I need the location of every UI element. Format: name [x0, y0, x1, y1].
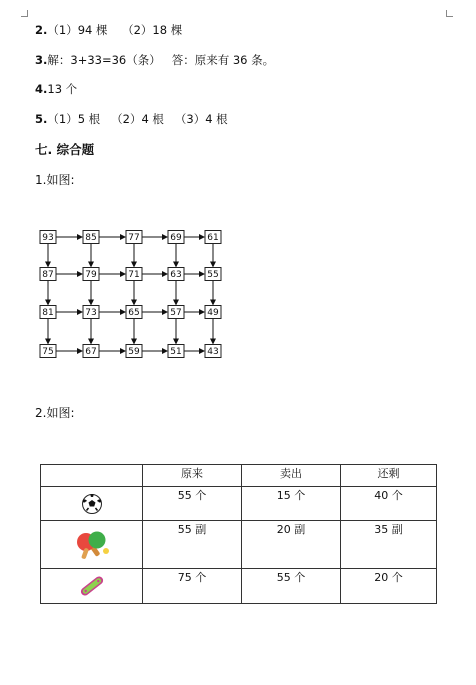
item-cell: [41, 569, 143, 604]
grid-cell-number: 93: [42, 233, 54, 244]
grid-cell: [168, 268, 184, 281]
grid-cell-number: 71: [128, 270, 140, 281]
table-row: [41, 521, 437, 569]
grid-cell: [40, 231, 56, 244]
item-cell: [41, 487, 143, 521]
answer-text: （1）94 棵 （2）18 棵: [47, 23, 183, 37]
grid-cell-number: 69: [170, 233, 182, 244]
inventory-table: [40, 464, 437, 604]
section-title: 七. 综合题: [35, 142, 95, 157]
grid-cell: [205, 231, 221, 244]
grid-cell: [83, 231, 99, 244]
answer-number: 3.: [35, 53, 48, 67]
grid-cell: [168, 345, 184, 358]
sold-count: 20 副: [242, 521, 341, 569]
answer-number: 5.: [35, 112, 48, 126]
grid-cell-number: 73: [85, 308, 97, 319]
grid-cell-number: 49: [207, 308, 219, 319]
answer-text: （1）5 根 （2）4 根 （3）4 根: [47, 112, 228, 126]
grid-cell: [205, 268, 221, 281]
left-count: 35 副: [341, 521, 437, 569]
grid-cell-number: 55: [207, 270, 219, 281]
table-header-cell: [41, 465, 143, 487]
answer-number: 4.: [35, 82, 48, 96]
grid-cell: [83, 345, 99, 358]
grid-cell-number: 59: [128, 347, 140, 358]
left-count: 40 个: [341, 487, 437, 521]
ping-pong-paddle-icon: [73, 530, 111, 560]
original-count: 75 个: [143, 569, 242, 604]
table-header-cell: 还剩: [341, 465, 437, 487]
grid-cell: [40, 306, 56, 319]
grid-cell: [40, 345, 56, 358]
grid-cell: [168, 231, 184, 244]
answer-text: 解：3+33=36（条） 答：原来有 36 条。: [47, 53, 275, 67]
grid-cell-number: 43: [207, 347, 219, 358]
grid-cell: [126, 231, 142, 244]
table-header-cell: 卖出: [242, 465, 341, 487]
grid-cell-number: 77: [128, 233, 140, 244]
original-count: 55 副: [143, 521, 242, 569]
grid-cell-number: 67: [85, 347, 97, 358]
grid-cell: [40, 268, 56, 281]
grid-cell-number: 63: [170, 270, 182, 281]
grid-cell: [205, 306, 221, 319]
table-header-cell: 原来: [143, 465, 242, 487]
grid-cell-number: 51: [170, 347, 182, 358]
grid-cell-number: 87: [42, 270, 54, 281]
grid-cell-number: 61: [207, 233, 219, 244]
question-2-label: 2.如图:: [35, 406, 75, 420]
question-1-label: 1.如图:: [35, 173, 75, 187]
grid-cell-number: 65: [128, 308, 140, 319]
grid-cell: [126, 268, 142, 281]
answer-number: 2.: [35, 23, 48, 37]
original-count: 55 个: [143, 487, 242, 521]
item-cell: [41, 521, 143, 569]
answer-text: 13 个: [47, 82, 78, 96]
grid-cell: [168, 306, 184, 319]
grid-cell: [83, 268, 99, 281]
grid-cell-number: 79: [85, 270, 97, 281]
left-count: 20 个: [341, 569, 437, 604]
sold-count: 55 个: [242, 569, 341, 604]
grid-cell: [205, 345, 221, 358]
table-row: [41, 487, 437, 521]
grid-cell: [83, 306, 99, 319]
sold-count: 15 个: [242, 487, 341, 521]
grid-cell-number: 57: [170, 308, 182, 319]
grid-cell-number: 85: [85, 233, 97, 244]
soccer-ball-icon: [81, 493, 103, 515]
grid-cell-number: 75: [42, 347, 54, 358]
table-header-row: [41, 465, 437, 487]
grid-cell-number: 81: [42, 308, 54, 319]
grid-cell: [126, 306, 142, 319]
grid-cell: [126, 345, 142, 358]
table-row: [41, 569, 437, 604]
skateboard-icon: [77, 573, 107, 599]
